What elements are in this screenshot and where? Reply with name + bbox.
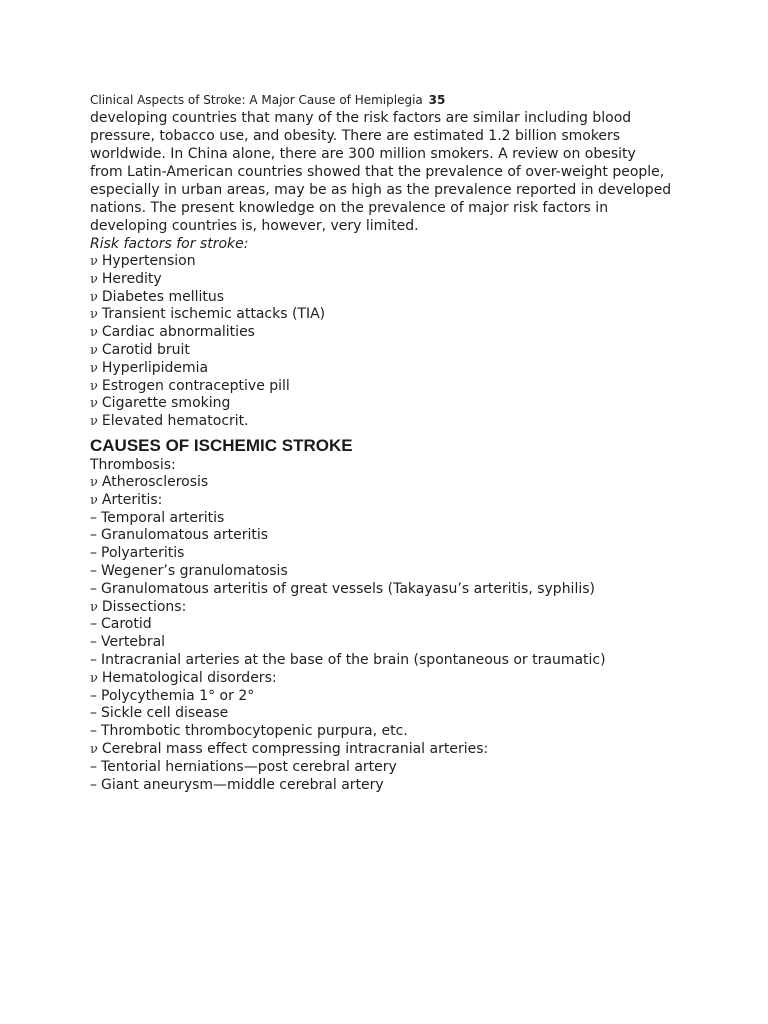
list-item <box>90 723 690 741</box>
bullet-icon: ν <box>90 325 98 341</box>
bullet-icon: ν <box>90 360 98 376</box>
list-item-text: Granulomatous arteritis <box>101 527 269 544</box>
dash-icon: – <box>90 509 97 526</box>
list-item-text: Atherosclerosis <box>101 473 209 490</box>
list-item-text: Tentorial herniations—post cerebral artery <box>101 758 397 775</box>
list-item <box>90 342 690 360</box>
list-item <box>90 670 690 688</box>
list-item-text: Hematological disorders: <box>101 669 277 686</box>
list-item <box>90 634 690 652</box>
list-item <box>90 360 690 378</box>
list-item <box>90 563 690 581</box>
list-item-text: Diabetes mellitus <box>101 288 225 305</box>
intro-line: developing countries is, however, very limited. <box>90 218 419 234</box>
dash-icon: – <box>90 705 97 722</box>
running-head-title: Clinical Aspects of Stroke: A Major Cause of Hemiplegia <box>90 93 423 107</box>
bullet-icon: ν <box>90 741 98 757</box>
document-page <box>90 92 690 794</box>
bullet-icon: ν <box>90 599 98 615</box>
list-item-text: Vertebral <box>101 634 166 651</box>
list-item <box>90 581 690 599</box>
list-item <box>90 306 690 324</box>
list-item-text: Cigarette smoking <box>101 395 231 412</box>
list-item-text: Thrombotic thrombocytopenic purpura, etc. <box>101 723 408 740</box>
list-item-text: Polycythemia 1° or 2° <box>101 687 255 704</box>
bullet-icon: ν <box>90 289 98 305</box>
intro-line: especially in urban areas, may be as high as the prevalence reported in developed <box>90 182 672 198</box>
bullet-icon: ν <box>90 342 98 358</box>
intro-line: developing countries that many of the risk factors are similar including blood <box>90 110 632 126</box>
list-item-text: Arteritis: <box>101 491 163 508</box>
list-item <box>90 324 690 342</box>
list-item-text: Carotid <box>101 616 152 633</box>
list-item-text: Elevated hematocrit. <box>101 413 249 430</box>
list-item <box>90 510 690 528</box>
list-item-text: Polyarteritis <box>101 545 185 562</box>
list-item-text: Granulomatous arteritis of great vessels (Takayasu’s arteritis, syphilis) <box>101 580 595 597</box>
dash-icon: – <box>90 758 97 775</box>
dash-icon: – <box>90 527 97 544</box>
dash-icon: – <box>90 723 97 740</box>
causes-list <box>90 474 690 794</box>
list-item <box>90 545 690 563</box>
dash-icon: – <box>90 651 97 668</box>
section-title: CAUSES OF ISCHEMIC STROKE <box>90 435 353 455</box>
dash-icon: – <box>90 776 97 793</box>
dash-icon: – <box>90 634 97 651</box>
list-item <box>90 271 690 289</box>
list-item-text: Dissections: <box>101 598 187 615</box>
running-head <box>90 92 690 109</box>
intro-line: worldwide. In China alone, there are 300 million smokers. A review on obesity <box>90 146 636 162</box>
list-item <box>90 253 690 271</box>
list-item <box>90 741 690 759</box>
list-item <box>90 527 690 545</box>
list-item <box>90 413 690 431</box>
dash-icon: – <box>90 687 97 704</box>
list-item-text: Sickle cell disease <box>101 705 229 722</box>
list-item <box>90 378 690 396</box>
list-item-text: Giant aneurysm—middle cerebral artery <box>101 776 384 793</box>
intro-paragraph <box>90 109 690 235</box>
list-item-text: Temporal arteritis <box>101 509 225 526</box>
intro-line: from Latin-American countries showed that the prevalence of over-weight people, <box>90 164 665 180</box>
dash-icon: – <box>90 562 97 579</box>
intro-line: nations. The present knowledge on the prevalence of major risk factors in <box>90 200 609 216</box>
bullet-icon: ν <box>90 492 98 508</box>
list-item <box>90 688 690 706</box>
list-item <box>90 492 690 510</box>
bullet-icon: ν <box>90 271 98 287</box>
bullet-icon: ν <box>90 670 98 686</box>
bullet-icon: ν <box>90 474 98 490</box>
list-item <box>90 759 690 777</box>
list-item-text: Hypertension <box>101 253 196 269</box>
list-item-text: Transient ischemic attacks (TIA) <box>101 306 326 323</box>
page-number: 35 <box>428 93 446 107</box>
list-item <box>90 289 690 307</box>
list-item-text: Wegener’s granulomatosis <box>101 562 288 579</box>
intro-line: pressure, tobacco use, and obesity. There are estimated 1.2 billion smokers <box>90 128 621 144</box>
thrombosis-label: Thrombosis: <box>90 456 176 473</box>
list-item-text: Estrogen contraceptive pill <box>101 377 290 394</box>
bullet-icon: ν <box>90 307 98 323</box>
bullet-icon: ν <box>90 414 98 430</box>
risk-factors-heading: Risk factors for stroke: <box>90 236 249 252</box>
list-item-text: Hyperlipidemia <box>101 359 209 376</box>
list-item-text: Carotid bruit <box>101 341 190 358</box>
list-item <box>90 652 690 670</box>
list-item <box>90 616 690 634</box>
list-item <box>90 705 690 723</box>
dash-icon: – <box>90 545 97 562</box>
dash-icon: – <box>90 580 97 597</box>
risk-factors-list <box>90 253 690 431</box>
list-item-text: Heredity <box>101 270 162 287</box>
dash-icon: – <box>90 616 97 633</box>
list-item-text: Intracranial arteries at the base of the brain (spontaneous or traumatic) <box>101 651 606 668</box>
list-item <box>90 599 690 617</box>
list-item-text: Cardiac abnormalities <box>101 324 255 341</box>
list-item-text: Cerebral mass effect compressing intracranial arteries: <box>101 740 489 757</box>
list-item <box>90 395 690 413</box>
bullet-icon: ν <box>90 378 98 394</box>
bullet-icon: ν <box>90 254 98 269</box>
list-item <box>90 474 690 492</box>
list-item <box>90 777 690 795</box>
bullet-icon: ν <box>90 396 98 412</box>
